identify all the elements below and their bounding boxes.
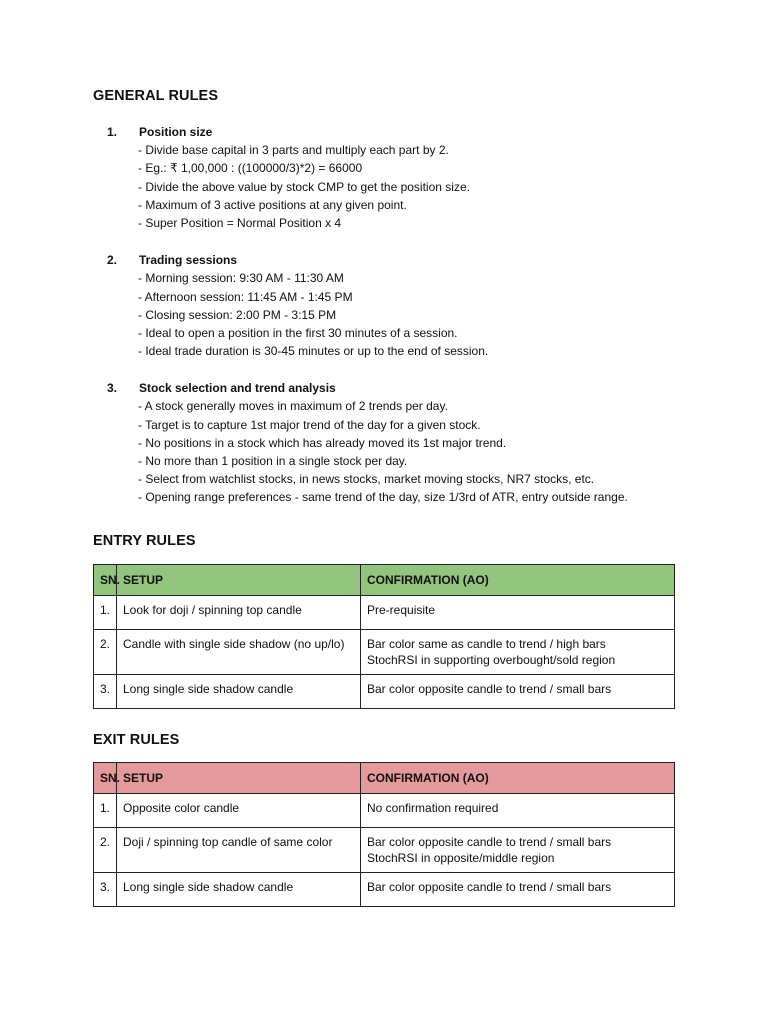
row-setup: Long single side shadow candle	[117, 674, 361, 708]
table-row	[94, 595, 675, 629]
rule-block	[93, 379, 675, 506]
rule-line: - Target is to capture 1st major trend of the day for a given stock.	[138, 417, 481, 432]
rule-line: - Ideal trade duration is 30-45 minutes or up to the end of session.	[138, 344, 489, 359]
rule-line: - Divide base capital in 3 parts and multiply each part by 2.	[138, 143, 449, 158]
row-confirmation	[361, 629, 675, 674]
confirmation-line: StochRSI in opposite/middle region	[367, 850, 555, 865]
rule-line: - Morning session: 9:30 AM - 11:30 AM	[138, 271, 344, 286]
confirmation-line: StochRSI in supporting overbought/sold region	[367, 652, 616, 667]
rule-lines	[138, 141, 675, 232]
document-page	[93, 88, 675, 907]
exit-rules-table	[93, 762, 675, 907]
row-sn: 2.	[94, 827, 117, 872]
row-setup: Opposite color candle	[117, 793, 361, 827]
rule-lines	[138, 397, 675, 506]
row-sn: 3.	[94, 674, 117, 708]
entry-header-setup: SETUP	[117, 564, 361, 595]
row-confirmation	[361, 793, 675, 827]
row-confirmation	[361, 595, 675, 629]
table-row	[94, 793, 675, 827]
rule-number: 3.	[106, 381, 117, 396]
rule-line: - Afternoon session: 11:45 AM - 1:45 PM	[138, 289, 353, 304]
general-rules-heading: GENERAL RULES	[93, 88, 219, 104]
table-row	[94, 674, 675, 708]
entry-rules-table	[93, 564, 675, 709]
row-setup: Candle with single side shadow (no up/lo)	[117, 629, 361, 674]
row-sn: 1.	[94, 793, 117, 827]
confirmation-line: Pre-requisite	[367, 602, 436, 617]
row-setup: Long single side shadow candle	[117, 872, 361, 906]
entry-table-header-row	[94, 564, 675, 595]
exit-header-confirmation: CONFIRMATION (AO)	[361, 762, 675, 793]
confirmation-line: Bar color opposite candle to trend / small bars	[367, 681, 612, 696]
confirmation-line: Bar color opposite candle to trend / small bars	[367, 834, 612, 849]
table-row	[94, 629, 675, 674]
row-setup: Doji / spinning top candle of same color	[117, 827, 361, 872]
rule-heading	[93, 379, 675, 397]
confirmation-line: Bar color opposite candle to trend / small bars	[367, 879, 612, 894]
confirmation-line: No confirmation required	[367, 800, 499, 815]
rule-number: 1.	[106, 125, 117, 139]
rule-lines	[138, 269, 675, 360]
rule-line: - Super Position = Normal Position x 4	[138, 215, 342, 230]
rule-block	[93, 123, 675, 232]
entry-rules-heading: ENTRY RULES	[93, 532, 196, 549]
row-setup: Look for doji / spinning top candle	[117, 595, 361, 629]
rule-line: - Closing session: 2:00 PM - 3:15 PM	[138, 307, 337, 322]
general-rules-list	[93, 123, 675, 507]
rule-title: Trading sessions	[139, 253, 238, 268]
rule-line: - A stock generally moves in maximum of 2 trends per day.	[138, 399, 448, 414]
row-sn: 3.	[94, 872, 117, 906]
rule-line: - Eg.: ₹ 1,00,000 : ((100000/3)*2) = 66000	[138, 161, 363, 176]
confirmation-line: Bar color same as candle to trend / high bars	[367, 636, 606, 651]
exit-header-sn: SN.	[94, 762, 117, 793]
rule-line: - Select from watchlist stocks, in news stocks, market moving stocks, NR7 stocks, etc.	[138, 472, 595, 487]
rule-line: - Ideal to open a position in the first 30 minutes of a session.	[138, 325, 458, 340]
table-row	[94, 827, 675, 872]
table-row	[94, 872, 675, 906]
exit-rules-heading: EXIT RULES	[93, 731, 180, 748]
rule-line: - Opening range preferences - same trend of the day, size 1/3rd of ATR, entry outside range.	[138, 490, 628, 505]
rule-title: Stock selection and trend analysis	[139, 381, 336, 396]
row-sn: 1.	[94, 595, 117, 629]
row-confirmation	[361, 827, 675, 872]
rule-heading	[93, 123, 675, 141]
rule-block	[93, 251, 675, 360]
row-confirmation	[361, 872, 675, 906]
entry-header-sn: SN.	[94, 564, 117, 595]
row-confirmation	[361, 674, 675, 708]
exit-table-header-row	[94, 762, 675, 793]
rule-line: - Maximum of 3 active positions at any given point.	[138, 197, 407, 212]
rule-line: - No positions in a stock which has already moved its 1st major trend.	[138, 435, 507, 450]
rule-number: 2.	[106, 253, 117, 268]
exit-header-setup: SETUP	[117, 762, 361, 793]
rule-heading	[93, 251, 675, 269]
row-sn: 2.	[94, 629, 117, 674]
rule-line: - No more than 1 position in a single stock per day.	[138, 454, 408, 468]
entry-header-confirmation: CONFIRMATION (AO)	[361, 564, 675, 595]
rule-line: - Divide the above value by stock CMP to get the position size.	[138, 179, 470, 194]
rule-title: Position size	[139, 125, 213, 139]
